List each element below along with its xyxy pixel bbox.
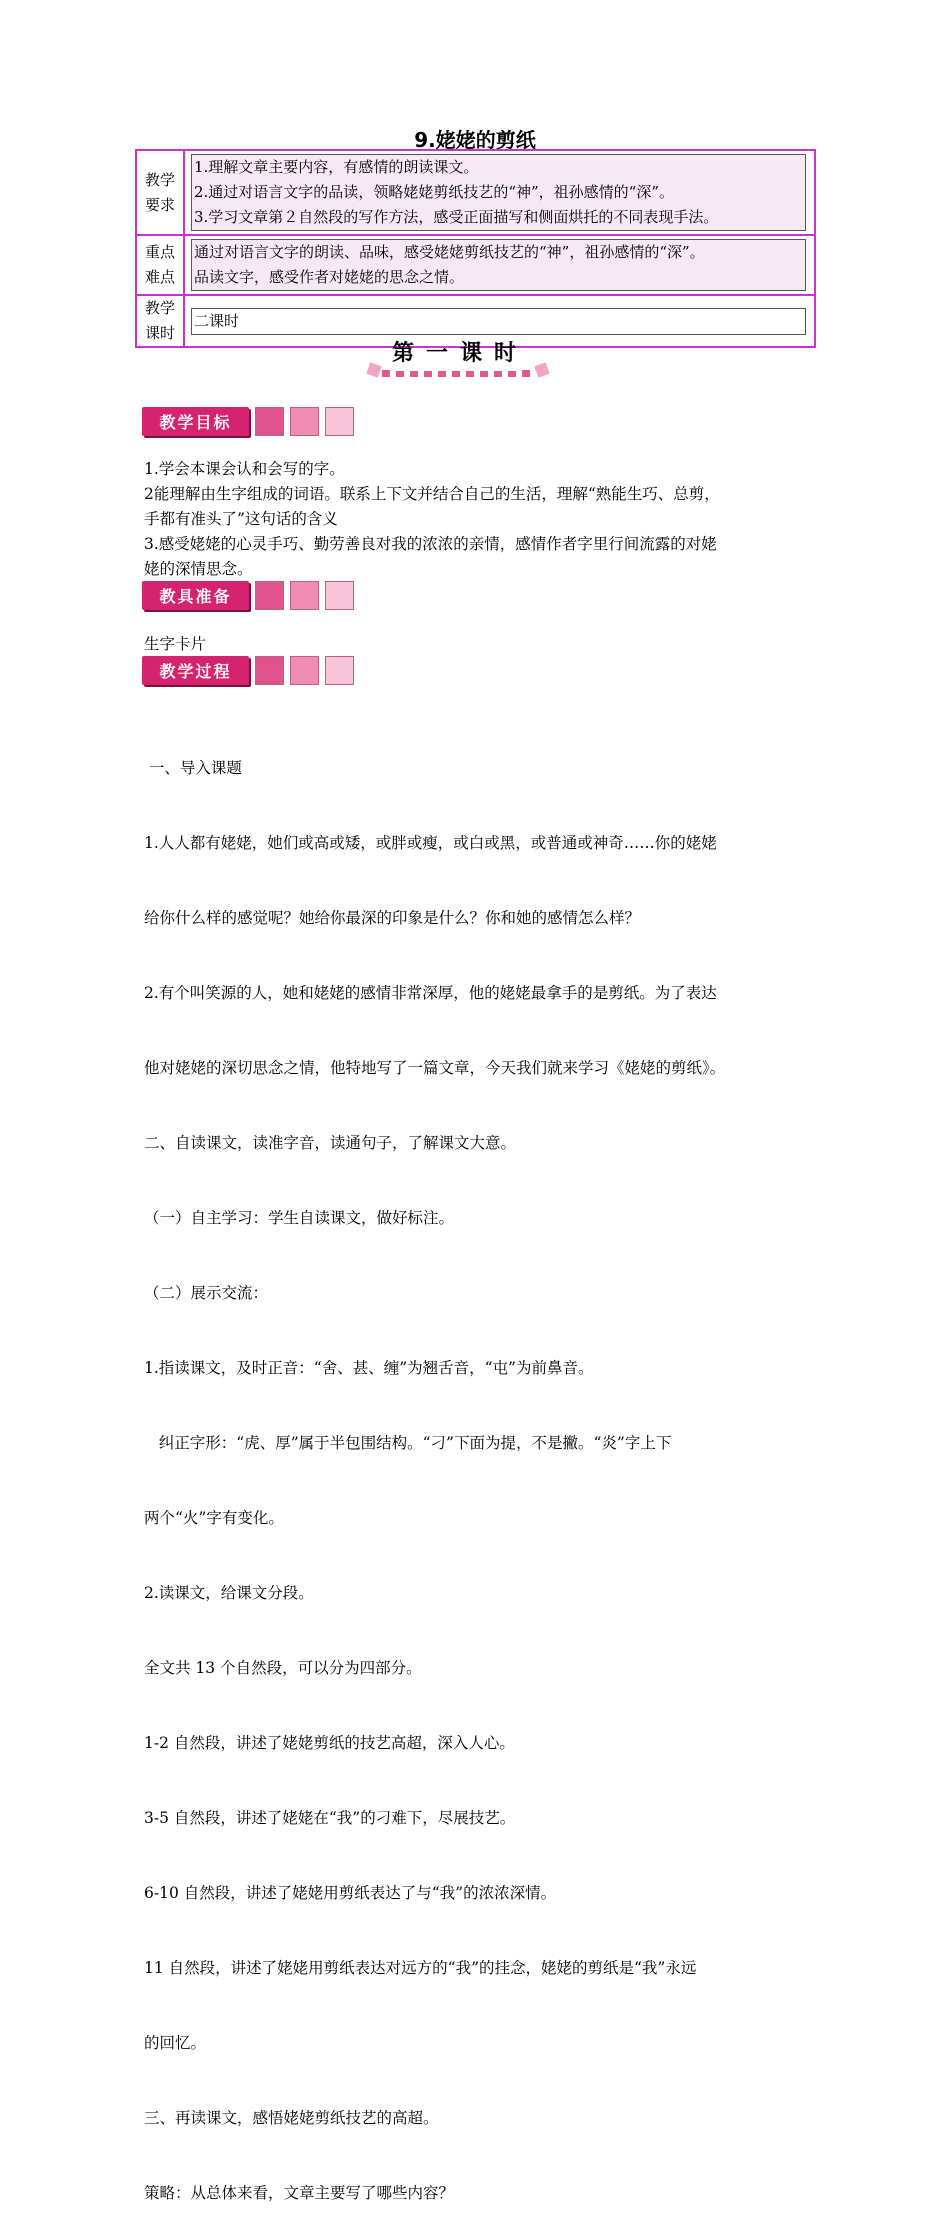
key-points-box <box>191 239 806 291</box>
text-line: 两个“火”字有变化。 <box>144 1509 284 1527</box>
text-line: （一）自主学习：学生自读课文，做好标注。 <box>144 1209 455 1227</box>
row-content <box>184 150 815 235</box>
text-line: 1.学会本课会认和会写的字。 <box>144 460 345 478</box>
table-row <box>136 235 815 295</box>
decor-square <box>325 656 354 685</box>
decor-square <box>255 656 284 685</box>
lesson-banner <box>360 334 560 384</box>
decor-square <box>290 407 319 436</box>
text-line: 三、再读课文，感悟姥姥剪纸技艺的高超。 <box>144 2109 439 2127</box>
text-line: 手都有准头了”这句话的含义 <box>144 510 338 528</box>
goals-text <box>144 457 814 582</box>
requirement-line: 2.通过对语言文字的品读，领略姥姥剪纸技艺的“神”，祖孙感情的“深”。 <box>194 183 674 201</box>
section-header-goals <box>142 405 354 438</box>
text-line: 全文共 13 个自然段，可以分为四部分。 <box>144 1659 422 1677</box>
text-line: 生字卡片 <box>144 635 207 653</box>
decor-square <box>290 581 319 610</box>
section-header-tools <box>142 579 354 612</box>
text-line: 一、导入课题 <box>144 759 242 777</box>
decor-square <box>255 581 284 610</box>
text-line: 6-10 自然段，讲述了姥姥用剪纸表达了与“我”的浓浓深情。 <box>144 1884 557 1902</box>
text-line: 给你什么样的感觉呢？她给你最深的印象是什么？你和她的感情怎么样？ <box>144 909 641 927</box>
text-line: 姥的深情思念。 <box>144 560 253 578</box>
requirement-line: 1.理解文章主要内容，有感情的朗读课文。 <box>194 158 479 176</box>
text-line: 2.有个叫笑源的人，她和姥姥的感情非常深厚，他的姥姥最拿手的是剪纸。为了表达 <box>144 984 717 1002</box>
section-header-process <box>142 654 354 687</box>
key-point-line: 品读文字，感受作者对姥姥的思念之情。 <box>194 268 465 286</box>
text-line: 他对姥姥的深切思念之情，他特地写了一篇文章，今天我们就来学习《姥姥的剪纸》。 <box>144 1059 726 1077</box>
text-line: 策略：从总体来看，文章主要写了哪些内容？ <box>144 2184 455 2202</box>
process-text <box>144 706 814 2231</box>
text-line: 的回忆。 <box>144 2034 207 2052</box>
text-line: 二、自读课文，读准字音，读通句子，了解课文大意。 <box>144 1134 517 1152</box>
text-line: 1.人人都有姥姥，她们或高或矮，或胖或瘦，或白或黑，或普通或神奇……你的姥姥 <box>144 834 717 852</box>
requirement-line: 3.学习文章第２自然段的写作方法，感受正面描写和侧面烘托的不同表现手法。 <box>194 208 719 226</box>
text-line: 3-5 自然段，讲述了姥姥在“我”的刁难下，尽展技艺。 <box>144 1809 516 1827</box>
text-line: （二）展示交流： <box>144 1284 269 1302</box>
section-label: 教学过程 <box>142 656 249 685</box>
row-label: 教学 要求 <box>136 150 184 235</box>
row-label: 教学 课时 <box>136 295 184 347</box>
section-label: 教具准备 <box>142 581 249 610</box>
class-hours-value: 二课时 <box>194 311 240 330</box>
requirements-box <box>191 154 806 231</box>
text-line: 1.指读课文，及时正音：“舍、甚、缠”为翘舌音，“屯”为前鼻音。 <box>144 1359 594 1377</box>
decor-square <box>290 656 319 685</box>
text-line: 11 自然段，讲述了姥姥用剪纸表达对远方的“我”的挂念，姥姥的剪纸是“我”永远 <box>144 1959 697 1977</box>
lesson-title: 第一课时 <box>391 341 528 366</box>
text-line: 纠正字形：“虎、厚”属于半包围结构。“刁”下面为提，不是撇。“炎”字上下 <box>144 1434 672 1452</box>
text-line: 3.感受姥姥的心灵手巧、勤劳善良对我的浓浓的亲情，感情作者字里行间流露的对姥 <box>144 535 717 553</box>
table-row <box>136 150 815 235</box>
key-point-line: 通过对语言文字的朗读、品味，感受姥姥剪纸技艺的“神”，祖孙感情的“深”。 <box>194 243 705 261</box>
section-label: 教学目标 <box>142 407 249 436</box>
page-title: 9.姥姥的剪纸 <box>414 128 536 152</box>
text-line: 2能理解由生字组成的词语。联系上下文并结合自己的生活，理解“熟能生巧、总剪， <box>144 485 720 503</box>
class-hours-box <box>191 308 806 335</box>
text-line: 2.读课文，给课文分段。 <box>144 1584 314 1602</box>
row-content <box>184 235 815 295</box>
text-line: 1-2 自然段，讲述了姥姥剪纸的技艺高超，深入人心。 <box>144 1734 515 1752</box>
decor-square <box>325 581 354 610</box>
lesson-info-table <box>135 149 816 348</box>
decor-square <box>325 407 354 436</box>
decor-square <box>255 407 284 436</box>
banner-dots-decoration <box>360 334 560 384</box>
row-label: 重点 难点 <box>136 235 184 295</box>
